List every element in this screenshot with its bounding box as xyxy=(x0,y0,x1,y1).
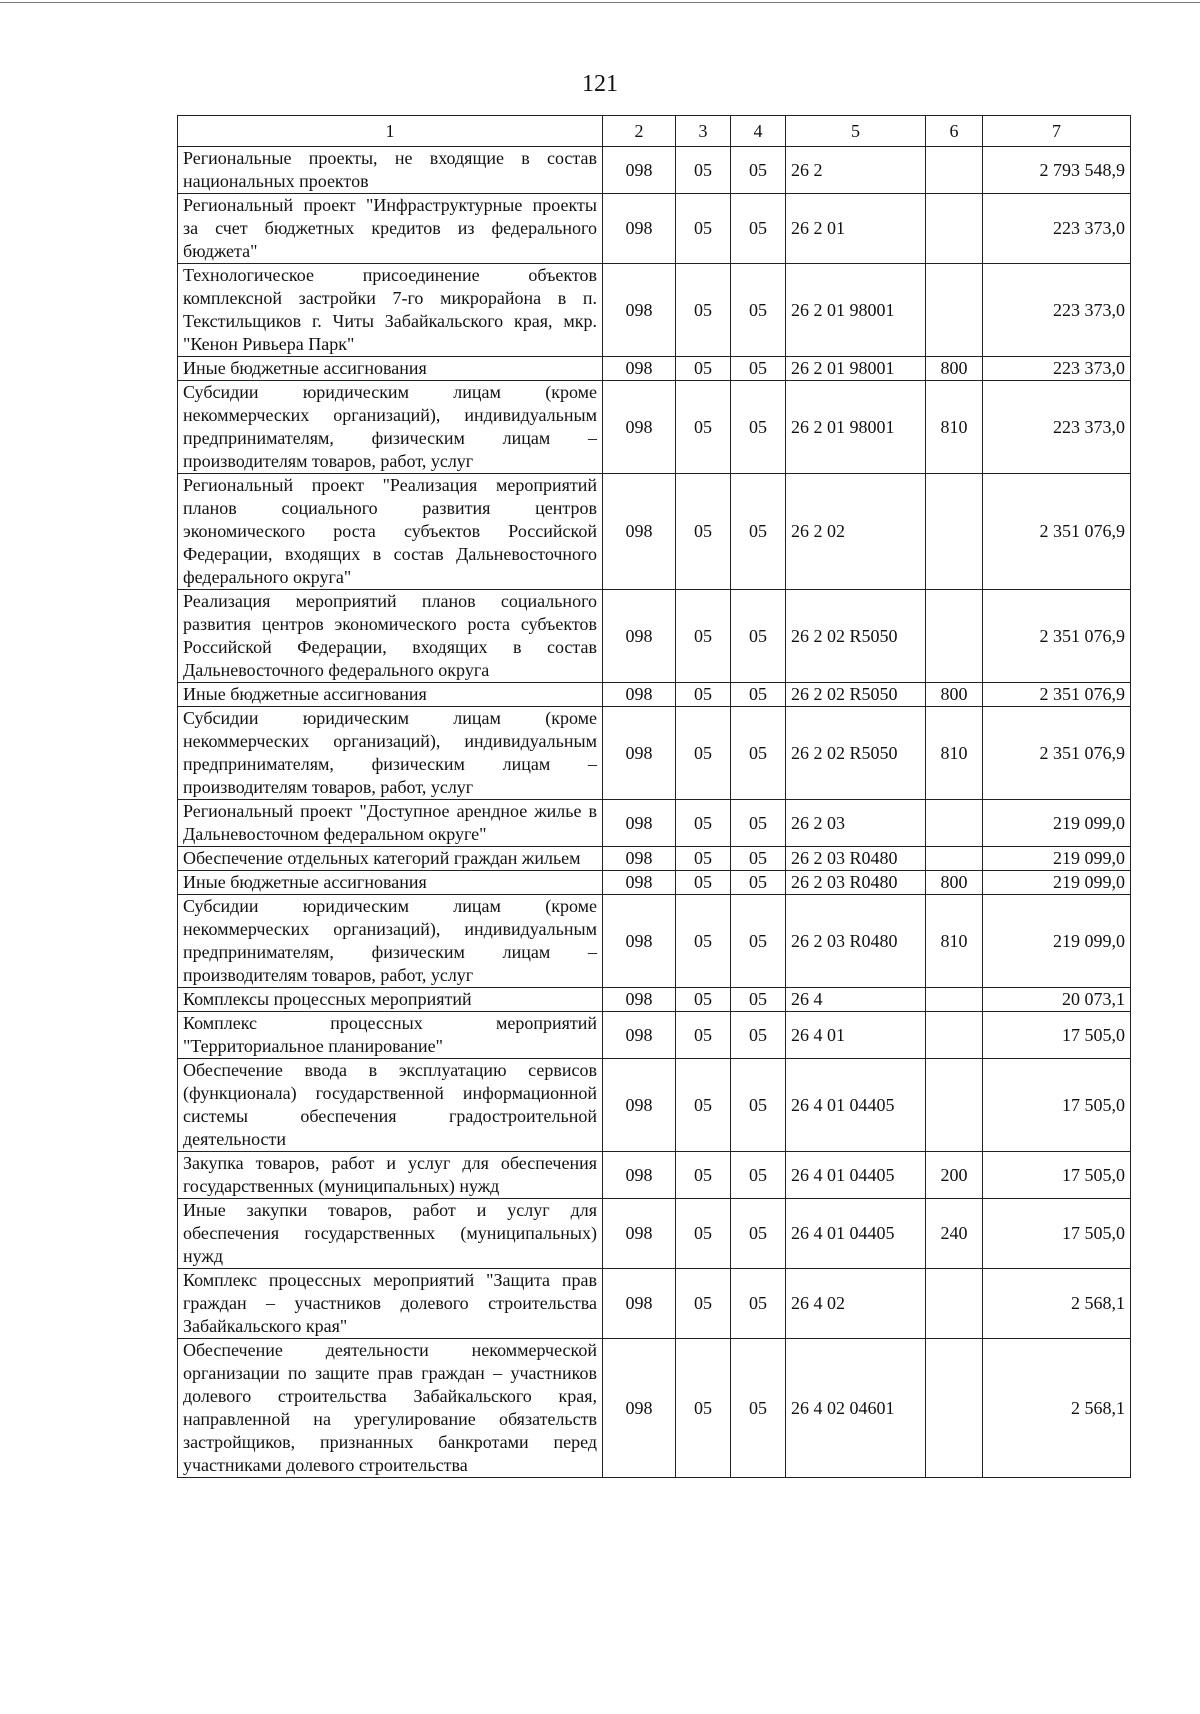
cell-amount: 219 099,0 xyxy=(983,895,1131,988)
cell-col2: 098 xyxy=(603,871,676,895)
cell-code: 26 4 01 04405 xyxy=(786,1152,926,1199)
cell-col3: 05 xyxy=(676,381,731,474)
budget-table xyxy=(177,115,1131,1478)
header-cell-5: 5 xyxy=(786,116,926,147)
cell-amount: 2 568,1 xyxy=(983,1339,1131,1478)
cell-vr: 800 xyxy=(926,683,983,707)
cell-code: 26 4 01 04405 xyxy=(786,1199,926,1269)
cell-col2: 098 xyxy=(603,707,676,800)
cell-code: 26 4 02 04601 xyxy=(786,1339,926,1478)
page-number: 121 xyxy=(582,71,618,97)
cell-code: 26 2 01 98001 xyxy=(786,381,926,474)
header-cell-2: 2 xyxy=(603,116,676,147)
cell-code: 26 2 02 R5050 xyxy=(786,683,926,707)
cell-col3: 05 xyxy=(676,871,731,895)
cell-col3: 05 xyxy=(676,847,731,871)
cell-col2: 098 xyxy=(603,357,676,381)
cell-code: 26 2 01 xyxy=(786,194,926,264)
cell-name: Иные бюджетные ассигнования xyxy=(178,357,603,381)
cell-col3: 05 xyxy=(676,147,731,194)
cell-name: Региональные проекты, не входящие в состав национальных проектов xyxy=(178,147,603,194)
cell-col3: 05 xyxy=(676,683,731,707)
cell-amount: 2 351 076,9 xyxy=(983,683,1131,707)
table-row xyxy=(178,1269,1131,1339)
cell-col3: 05 xyxy=(676,1339,731,1478)
table-row xyxy=(178,871,1131,895)
cell-amount: 219 099,0 xyxy=(983,847,1131,871)
cell-col4: 05 xyxy=(731,590,786,683)
cell-col2: 098 xyxy=(603,1269,676,1339)
header-row xyxy=(178,116,1131,147)
cell-name: Региональный проект "Реализация мероприятий планов социального развития центров экономического роста субъектов Российской Федерации, входящих в состав Дальневосточного федерального округа" xyxy=(178,474,603,590)
cell-vr xyxy=(926,1269,983,1339)
cell-amount: 219 099,0 xyxy=(983,871,1131,895)
table-row xyxy=(178,847,1131,871)
cell-code: 26 2 02 R5050 xyxy=(786,590,926,683)
cell-name: Иные бюджетные ассигнования xyxy=(178,871,603,895)
cell-col2: 098 xyxy=(603,1059,676,1152)
cell-col2: 098 xyxy=(603,590,676,683)
cell-vr xyxy=(926,1339,983,1478)
table-row xyxy=(178,1059,1131,1152)
cell-code: 26 2 01 98001 xyxy=(786,357,926,381)
cell-code: 26 4 xyxy=(786,988,926,1012)
table-row xyxy=(178,895,1131,988)
cell-col3: 05 xyxy=(676,194,731,264)
cell-col4: 05 xyxy=(731,1059,786,1152)
cell-name: Комплексы процессных мероприятий xyxy=(178,988,603,1012)
cell-col3: 05 xyxy=(676,1199,731,1269)
cell-col2: 098 xyxy=(603,474,676,590)
cell-col4: 05 xyxy=(731,381,786,474)
top-border-line xyxy=(0,2,1200,3)
table-body xyxy=(178,116,1131,1478)
cell-col3: 05 xyxy=(676,1152,731,1199)
cell-col4: 05 xyxy=(731,895,786,988)
cell-amount: 2 568,1 xyxy=(983,1269,1131,1339)
cell-col3: 05 xyxy=(676,357,731,381)
cell-amount: 17 505,0 xyxy=(983,1199,1131,1269)
cell-col4: 05 xyxy=(731,847,786,871)
cell-col4: 05 xyxy=(731,871,786,895)
cell-name: Закупка товаров, работ и услуг для обеспечения государственных (муниципальных) нужд xyxy=(178,1152,603,1199)
cell-name: Иные закупки товаров, работ и услуг для обеспечения государственных (муниципальных) нужд xyxy=(178,1199,603,1269)
table-row xyxy=(178,1152,1131,1199)
cell-col4: 05 xyxy=(731,474,786,590)
cell-name: Обеспечение отдельных категорий граждан жильем xyxy=(178,847,603,871)
cell-name: Обеспечение деятельности некоммерческой организации по защите прав граждан – участников долевого строительства Забайкальского края, направленной на урегулирование обязательств застройщиков, признанных банкротами перед участниками долевого строительства xyxy=(178,1339,603,1478)
cell-vr: 200 xyxy=(926,1152,983,1199)
cell-col2: 098 xyxy=(603,847,676,871)
cell-vr xyxy=(926,847,983,871)
cell-code: 26 2 02 xyxy=(786,474,926,590)
table-row xyxy=(178,707,1131,800)
table-row xyxy=(178,147,1131,194)
cell-col4: 05 xyxy=(731,683,786,707)
cell-col2: 098 xyxy=(603,683,676,707)
cell-vr: 800 xyxy=(926,357,983,381)
table-row xyxy=(178,683,1131,707)
cell-col3: 05 xyxy=(676,474,731,590)
cell-col2: 098 xyxy=(603,800,676,847)
cell-name: Региональный проект "Инфраструктурные проекты за счет бюджетных кредитов из федерального бюджета" xyxy=(178,194,603,264)
cell-vr: 800 xyxy=(926,871,983,895)
cell-amount: 219 099,0 xyxy=(983,800,1131,847)
table-row xyxy=(178,264,1131,357)
cell-col2: 098 xyxy=(603,264,676,357)
cell-col2: 098 xyxy=(603,1152,676,1199)
cell-vr xyxy=(926,988,983,1012)
cell-amount: 223 373,0 xyxy=(983,194,1131,264)
cell-col3: 05 xyxy=(676,988,731,1012)
cell-amount: 17 505,0 xyxy=(983,1059,1131,1152)
cell-col4: 05 xyxy=(731,707,786,800)
cell-vr xyxy=(926,194,983,264)
cell-col2: 098 xyxy=(603,381,676,474)
cell-col4: 05 xyxy=(731,1269,786,1339)
cell-col2: 098 xyxy=(603,194,676,264)
cell-col4: 05 xyxy=(731,1012,786,1059)
cell-col3: 05 xyxy=(676,895,731,988)
cell-name: Реализация мероприятий планов социального развития центров экономического роста субъектов Российской Федерации, входящих в состав Дальневосточного федерального округа xyxy=(178,590,603,683)
header-cell-1: 1 xyxy=(178,116,603,147)
table-row xyxy=(178,800,1131,847)
header-cell-7: 7 xyxy=(983,116,1131,147)
cell-name: Субсидии юридическим лицам (кроме некоммерческих организаций), индивидуальным предпринимателям, физическим лицам – производителям товаров, работ, услуг xyxy=(178,381,603,474)
cell-amount: 2 351 076,9 xyxy=(983,590,1131,683)
cell-name: Технологическое присоединение объектов комплексной застройки 7-го микрорайона в п. Текстильщиков г. Читы Забайкальского края, мкр. "Кенон Ривьера Парк" xyxy=(178,264,603,357)
cell-col2: 098 xyxy=(603,147,676,194)
cell-amount: 20 073,1 xyxy=(983,988,1131,1012)
cell-vr: 810 xyxy=(926,895,983,988)
cell-col4: 05 xyxy=(731,264,786,357)
cell-name: Субсидии юридическим лицам (кроме некоммерческих организаций), индивидуальным предпринимателям, физическим лицам – производителям товаров, работ, услуг xyxy=(178,895,603,988)
cell-code: 26 2 03 R0480 xyxy=(786,847,926,871)
table-row xyxy=(178,1012,1131,1059)
cell-amount: 2 351 076,9 xyxy=(983,474,1131,590)
cell-vr: 810 xyxy=(926,707,983,800)
cell-col4: 05 xyxy=(731,194,786,264)
cell-col4: 05 xyxy=(731,1199,786,1269)
cell-col3: 05 xyxy=(676,1012,731,1059)
cell-vr xyxy=(926,264,983,357)
cell-col2: 098 xyxy=(603,1199,676,1269)
cell-vr xyxy=(926,1012,983,1059)
cell-code: 26 2 03 R0480 xyxy=(786,895,926,988)
table-row xyxy=(178,381,1131,474)
cell-name: Субсидии юридическим лицам (кроме некоммерческих организаций), индивидуальным предпринимателям, физическим лицам – производителям товаров, работ, услуг xyxy=(178,707,603,800)
cell-col4: 05 xyxy=(731,1152,786,1199)
cell-code: 26 2 xyxy=(786,147,926,194)
cell-vr xyxy=(926,590,983,683)
cell-col4: 05 xyxy=(731,1339,786,1478)
cell-amount: 2 351 076,9 xyxy=(983,707,1131,800)
cell-col3: 05 xyxy=(676,590,731,683)
cell-col3: 05 xyxy=(676,800,731,847)
cell-col4: 05 xyxy=(731,988,786,1012)
cell-code: 26 2 01 98001 xyxy=(786,264,926,357)
cell-name: Комплекс процессных мероприятий "Защита прав граждан – участников долевого строительства Забайкальского края" xyxy=(178,1269,603,1339)
cell-name: Обеспечение ввода в эксплуатацию сервисов (функционала) государственной информационной системы обеспечения градостроительной деятельности xyxy=(178,1059,603,1152)
cell-vr: 810 xyxy=(926,381,983,474)
cell-name: Комплекс процессных мероприятий "Территориальное планирование" xyxy=(178,1012,603,1059)
cell-name: Региональный проект "Доступное арендное жилье в Дальневосточном федеральном округе" xyxy=(178,800,603,847)
cell-col2: 098 xyxy=(603,895,676,988)
cell-name: Иные бюджетные ассигнования xyxy=(178,683,603,707)
header-cell-6: 6 xyxy=(926,116,983,147)
cell-col3: 05 xyxy=(676,264,731,357)
cell-col3: 05 xyxy=(676,1059,731,1152)
header-cell-4: 4 xyxy=(731,116,786,147)
cell-col3: 05 xyxy=(676,1269,731,1339)
cell-code: 26 4 02 xyxy=(786,1269,926,1339)
table-row xyxy=(178,194,1131,264)
cell-amount: 223 373,0 xyxy=(983,357,1131,381)
table-row xyxy=(178,590,1131,683)
cell-col4: 05 xyxy=(731,357,786,381)
cell-vr xyxy=(926,800,983,847)
cell-amount: 17 505,0 xyxy=(983,1152,1131,1199)
cell-col4: 05 xyxy=(731,147,786,194)
cell-amount: 2 793 548,9 xyxy=(983,147,1131,194)
table-row xyxy=(178,474,1131,590)
header-cell-3: 3 xyxy=(676,116,731,147)
cell-vr xyxy=(926,474,983,590)
cell-col3: 05 xyxy=(676,707,731,800)
cell-amount: 223 373,0 xyxy=(983,381,1131,474)
cell-vr xyxy=(926,147,983,194)
cell-col4: 05 xyxy=(731,800,786,847)
cell-code: 26 2 03 R0480 xyxy=(786,871,926,895)
cell-col2: 098 xyxy=(603,1012,676,1059)
cell-amount: 223 373,0 xyxy=(983,264,1131,357)
table-row xyxy=(178,1199,1131,1269)
cell-code: 26 2 02 R5050 xyxy=(786,707,926,800)
table-row xyxy=(178,988,1131,1012)
cell-code: 26 4 01 04405 xyxy=(786,1059,926,1152)
cell-vr xyxy=(926,1059,983,1152)
cell-col2: 098 xyxy=(603,988,676,1012)
cell-code: 26 2 03 xyxy=(786,800,926,847)
cell-vr: 240 xyxy=(926,1199,983,1269)
table-row xyxy=(178,1339,1131,1478)
cell-col2: 098 xyxy=(603,1339,676,1478)
cell-code: 26 4 01 xyxy=(786,1012,926,1059)
cell-amount: 17 505,0 xyxy=(983,1012,1131,1059)
table-row xyxy=(178,357,1131,381)
